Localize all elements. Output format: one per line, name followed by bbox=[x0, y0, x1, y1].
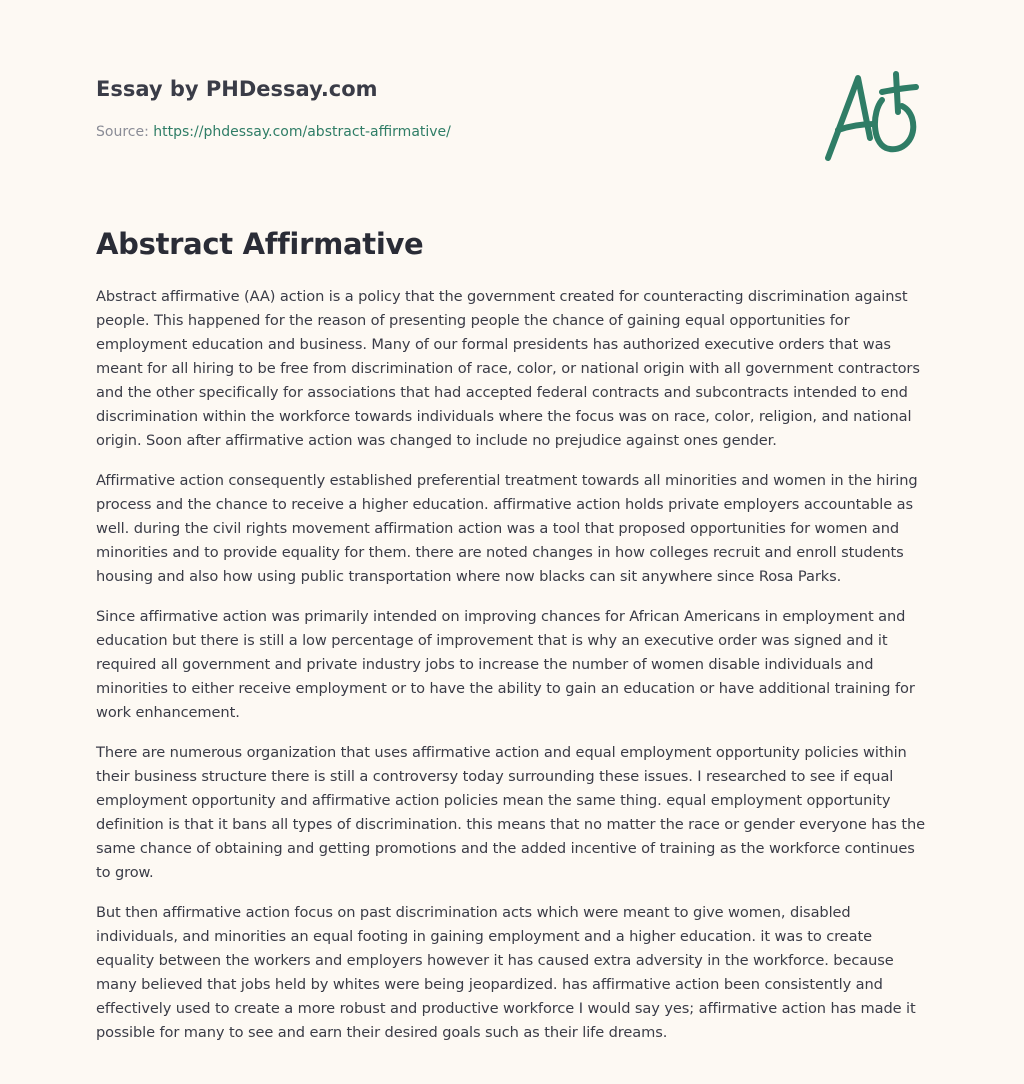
essay-paragraph-1: Abstract affirmative (AA) action is a policy that the government created for counteracting discrimination against people. This happened for the reason of presenting people the chance of gaining equal opportunities for employment education and business. Many of our formal presidents has authorized executive orders that was meant for all hiring to be free from discrimination of race, color, or national origin with all government contractors and the other specifically for associations that had accepted federal contracts and subcontracts intended to end discrimination within the workforce towards individuals where the focus was on race, color, religion, and national origin. Soon after affirmative action was changed to include no prejudice against ones gender. bbox=[96, 288, 920, 449]
site-title: Essay by PHDessay.com bbox=[96, 77, 378, 101]
a-plus-logo-icon bbox=[820, 68, 930, 168]
source-label: Source: bbox=[96, 124, 149, 140]
essay-paragraph-4: There are numerous organization that uses affirmative action and equal employment opportunity policies within their business structure there is still a controversy today surrounding these issues. I researched to see if equal employment opportunity and affirmative action policies mean the same thing. equal employment opportunity definition is that it bans all types of discrimination. this means that no matter the race or gender everyone has the same chance of obtaining and getting promotions and the added incentive of training as the workforce continues to grow. bbox=[96, 744, 925, 881]
source-link[interactable]: https://phdessay.com/abstract-affirmative/ bbox=[153, 124, 451, 140]
essay-title: Abstract Affirmative bbox=[96, 227, 424, 261]
source-line bbox=[96, 122, 696, 142]
essay-paragraph-3: Since affirmative action was primarily intended on improving chances for African Americans in employment and education but there is still a low percentage of improvement that is why an executive order was signed and it required all government and private industry jobs to increase the number of women disable individuals and minorities to either receive employment or to have the ability to gain an education or have additional training for work enhancement. bbox=[96, 608, 915, 721]
page-header bbox=[96, 74, 696, 142]
essay-paragraph-2: Affirmative action consequently established preferential treatment towards all minorities and women in the hiring process and the chance to receive a higher education. affirmative action holds private employers accountable as well. during the civil rights movement affirmation action was a tool that proposed opportunities for women and minorities and to provide equality for them. there are noted changes in how colleges recruit and enroll students housing and also how using public transportation where now blacks can sit anywhere since Rosa Parks. bbox=[96, 472, 918, 585]
essay-body bbox=[96, 285, 932, 1061]
essay-paragraph-5: But then affirmative action focus on past discrimination acts which were meant to give women, disabled individuals, and minorities an equal footing in gaining employment and a higher education. it was to create equality between the workers and employers however it has caused extra adversity in the workforce. because many believed that jobs held by whites were being jeopardized. has affirmative action been consistently and effectively used to create a more robust and productive workforce I would say yes; affirmative action has made it possible for many to see and earn their desired goals such as their life dreams. bbox=[96, 904, 916, 1041]
